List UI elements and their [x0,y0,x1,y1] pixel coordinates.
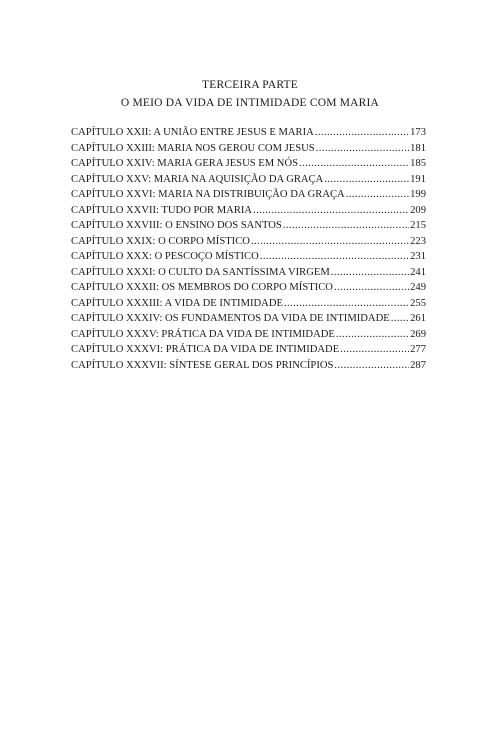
toc-entry-page: 209 [410,204,426,216]
toc-leader-dots [299,156,409,172]
toc-leader-dots [260,249,409,265]
toc-entry-page: 231 [410,251,426,262]
toc-entry-page: 223 [410,235,426,247]
toc-entry-label: CAPÍTULO XXXV: PRÁTICA DA VIDA DE INTIMIDADE [71,328,335,340]
toc-entry [71,265,426,281]
toc-entry [71,311,426,327]
toc-entry-page: 261 [410,313,426,324]
toc-entry [71,203,426,219]
toc-entry [71,218,426,234]
table-of-contents [71,125,426,373]
toc-entry-label: CAPÍTULO XXXII: OS MEMBROS DO CORPO MÍSTICO [71,282,333,293]
toc-entry [71,249,426,265]
toc-leader-dots [340,342,409,358]
toc-entry [71,342,426,358]
toc-leader-dots [346,187,409,203]
toc-entry-label: CAPÍTULO XXIII: MARIA NOS GEROU COM JESUS [71,142,315,154]
toc-leader-dots [331,265,409,281]
toc-entry [71,327,426,343]
part-title: O MEIO DA VIDA DE INTIMIDADE COM MARIA [120,97,380,109]
toc-entry [71,141,426,157]
toc-entry-label: CAPÍTULO XXVII: TUDO POR MARIA [71,204,253,216]
toc-entry-label: CAPÍTULO XXVIII: O ENSINO DOS SANTOS [71,220,282,231]
toc-entry-label: CAPÍTULO XXVI: MARIA NA DISTRIBUIÇÃO DA GRAÇA [71,189,345,200]
toc-entry-label: CAPÍTULO XXV: MARIA NA AQUISIÇÃO DA GRAÇA [71,173,324,185]
toc-entry-page: 249 [410,282,426,293]
toc-entry-page: 199 [410,189,426,200]
toc-entry-page: 181 [410,142,426,154]
toc-entry-page: 255 [410,297,426,309]
toc-entry-page: 191 [410,173,426,185]
toc-entry [71,125,426,141]
toc-entry [71,234,426,250]
toc-entry-label: CAPÍTULO XXXVI: PRÁTICA DA VIDA DE INTIMIDADE [71,344,340,355]
toc-entry-page: 277 [410,344,426,355]
toc-entry-label: CAPÍTULO XXXIII: A VIDA DE INTIMIDADE [71,297,283,309]
toc-entry-label: CAPÍTULO XXIV: MARIA GERA JESUS EM NÓS [71,158,298,169]
toc-entry-page: 215 [410,220,426,231]
part-label: TERCEIRA PARTE [202,79,298,91]
toc-entry-page: 287 [410,359,426,371]
toc-leader-dots [315,125,409,141]
toc-leader-dots [334,358,409,374]
toc-entry [71,172,426,188]
toc-leader-dots [324,172,409,188]
toc-leader-dots [316,141,409,157]
toc-leader-dots [391,311,409,327]
toc-entry-label: CAPÍTULO XXXI: O CULTO DA SANTÍSSIMA VIRGEM [71,266,330,278]
toc-entry [71,187,426,203]
toc-entry [71,296,426,312]
toc-entry-page: 185 [410,158,426,169]
toc-entry-label: CAPÍTULO XXIX: O CORPO MÍSTICO [71,235,250,247]
toc-leader-dots [336,327,409,343]
toc-leader-dots [253,203,409,219]
toc-entry-page: 173 [410,127,426,138]
toc-entry-label: CAPÍTULO XXX: O PESCOÇO MÍSTICO [71,251,259,262]
toc-entry-label: CAPÍTULO XXXIV: OS FUNDAMENTOS DA VIDA DE INTIMIDADE [71,313,390,324]
toc-leader-dots [284,296,409,312]
toc-leader-dots [334,280,409,296]
toc-entry [71,280,426,296]
toc-entry-label: CAPÍTULO XXII: A UNIÃO ENTRE JESUS E MARIA [71,127,314,138]
toc-leader-dots [283,218,409,234]
toc-entry [71,358,426,374]
toc-entry-page: 241 [410,266,426,278]
toc-leader-dots [251,234,409,250]
toc-entry-label: CAPÍTULO XXXVII: SÍNTESE GERAL DOS PRINCÍPIOS [71,359,334,371]
toc-entry [71,156,426,172]
toc-entry-page: 269 [410,328,426,340]
